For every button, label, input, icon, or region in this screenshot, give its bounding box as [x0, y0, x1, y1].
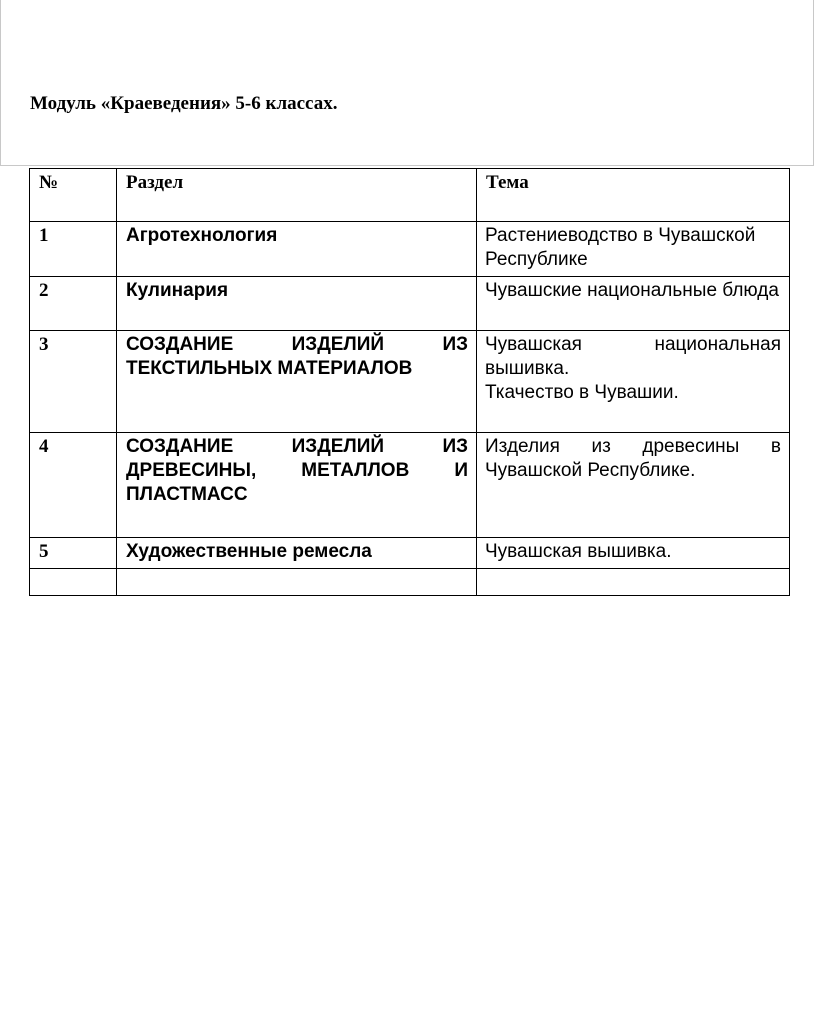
row-topic — [477, 331, 790, 433]
table-row — [30, 277, 790, 331]
row-section — [117, 569, 477, 596]
row-topic — [477, 222, 790, 277]
topic-line: Чувашская вышивка. — [485, 541, 672, 562]
row-num: 2 — [30, 277, 117, 331]
header-num: № — [30, 169, 117, 222]
header-area — [0, 0, 814, 166]
row-num: 5 — [30, 538, 117, 569]
row-section: СОЗДАНИЕ ИЗДЕЛИЙ ИЗ ТЕКСТИЛЬНЫХ МАТЕРИАЛОВ — [117, 331, 477, 433]
topic-line: Изделия из древесины в Чувашской Республике. — [485, 436, 781, 481]
header-topic: Тема — [477, 169, 790, 222]
row-topic — [477, 277, 790, 331]
topic-line: Чувашская национальная вышивка. — [485, 334, 781, 379]
row-num — [30, 569, 117, 596]
page-title: Модуль «Краеведения» 5-6 классах. — [30, 93, 338, 114]
topic-line: Ткачество в Чувашии. — [485, 382, 679, 403]
table-row — [30, 222, 790, 277]
row-topic — [477, 569, 790, 596]
row-topic — [477, 433, 790, 538]
row-num: 1 — [30, 222, 117, 277]
row-num: 3 — [30, 331, 117, 433]
row-section: Кулинария — [117, 277, 477, 331]
table-row — [30, 331, 790, 433]
table-row-empty — [30, 569, 790, 596]
module-table — [29, 168, 790, 596]
row-topic — [477, 538, 790, 569]
table-row — [30, 538, 790, 569]
table-header-row — [30, 169, 790, 222]
topic-line: Чувашские национальные блюда — [485, 280, 779, 301]
topic-line: Растениеводство в Чувашской Республике — [485, 225, 756, 270]
table-row — [30, 433, 790, 538]
row-section: Агротехнология — [117, 222, 477, 277]
row-section: Художественные ремесла — [117, 538, 477, 569]
header-section: Раздел — [117, 169, 477, 222]
row-section: СОЗДАНИЕ ИЗДЕЛИЙ ИЗ ДРЕВЕСИНЫ, МЕТАЛЛОВ И ПЛАСТМАСС — [117, 433, 477, 538]
row-num: 4 — [30, 433, 117, 538]
